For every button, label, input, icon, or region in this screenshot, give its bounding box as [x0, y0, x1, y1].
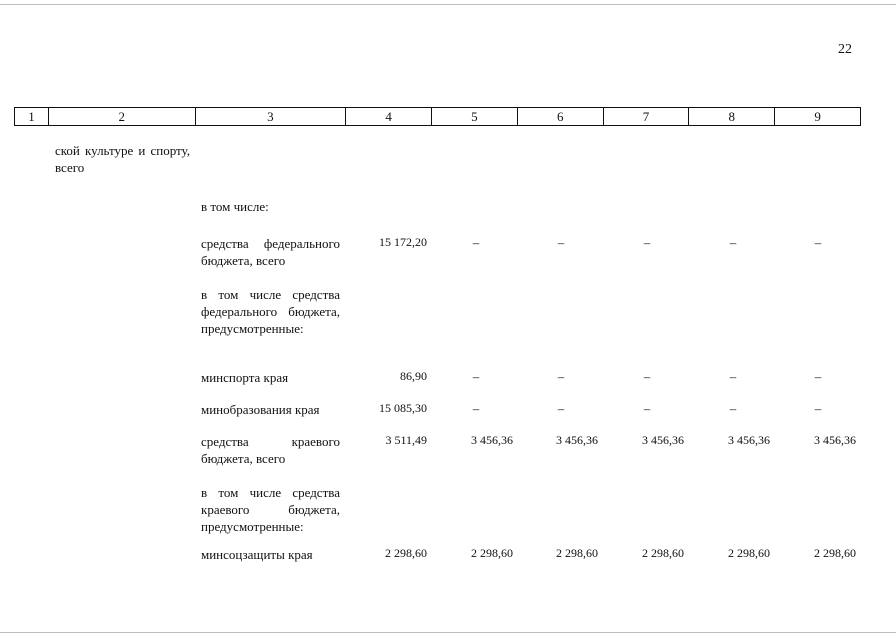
dash-cell: –: [814, 235, 822, 250]
row-label: в том числе средства федерального бюджета, предусмотренные:: [201, 287, 340, 336]
header-cell-5: 5: [432, 108, 518, 125]
row-label: в том числе:: [201, 199, 269, 214]
header-cell-9: 9: [814, 109, 821, 124]
header-cell-6: 6: [518, 108, 604, 125]
dash-cell: –: [814, 369, 822, 384]
value-cell: 3 511,49: [385, 433, 427, 447]
value-cell: 3 456,36: [471, 433, 513, 447]
section-title-text: ской культуре и спорту, всего: [55, 143, 190, 175]
dash-cell: –: [643, 235, 651, 250]
value-cell: 2 298,60: [728, 546, 770, 560]
value-cell: 3 456,36: [642, 433, 684, 447]
row-label: минобразования края: [201, 402, 320, 417]
value-cell: 2 298,60: [471, 546, 513, 560]
row-label: минсоцзащиты края: [201, 547, 313, 562]
value-cell: 3 456,36: [728, 433, 770, 447]
value-cell: 2 298,60: [642, 546, 684, 560]
row-label: минспорта края: [201, 370, 289, 385]
dash-cell: –: [472, 401, 480, 416]
dash-cell: –: [814, 401, 822, 416]
value-cell: 15 172,20: [379, 235, 427, 249]
dash-cell: –: [643, 401, 651, 416]
dash-cell: –: [472, 235, 480, 250]
value-cell: 86,90: [400, 369, 427, 383]
value-cell: 15 085,30: [379, 401, 427, 415]
dash-cell: –: [557, 369, 565, 384]
value-cell: 2 298,60: [385, 546, 427, 560]
table-header-row: [14, 107, 861, 126]
dash-cell: –: [729, 235, 737, 250]
value-cell: 2 298,60: [556, 546, 598, 560]
header-cell-2: 2: [49, 108, 196, 125]
row-label: средства краевого бюджета, всего: [201, 434, 340, 466]
dash-cell: –: [729, 401, 737, 416]
row-label: в том числе средства краевого бюджета, предусмотренные:: [201, 485, 340, 534]
dash-cell: –: [643, 369, 651, 384]
header-cell-3: 3: [196, 108, 347, 125]
page-number: 22: [838, 42, 852, 57]
value-cell: 2 298,60: [814, 546, 856, 560]
value-cell: 3 456,36: [814, 433, 856, 447]
header-cell-1: 1: [15, 108, 49, 125]
header-cell-7: 7: [604, 108, 690, 125]
row-label: средства федерального бюджета, всего: [201, 236, 340, 268]
dash-cell: –: [557, 401, 565, 416]
header-cell-8: 8: [689, 108, 775, 125]
dash-cell: –: [472, 369, 480, 384]
value-cell: 3 456,36: [556, 433, 598, 447]
header-cell-4: 4: [346, 108, 432, 125]
scan-artifact-bottom: [0, 632, 896, 633]
scan-artifact-top: [0, 4, 896, 5]
dash-cell: –: [729, 369, 737, 384]
dash-cell: –: [557, 235, 565, 250]
